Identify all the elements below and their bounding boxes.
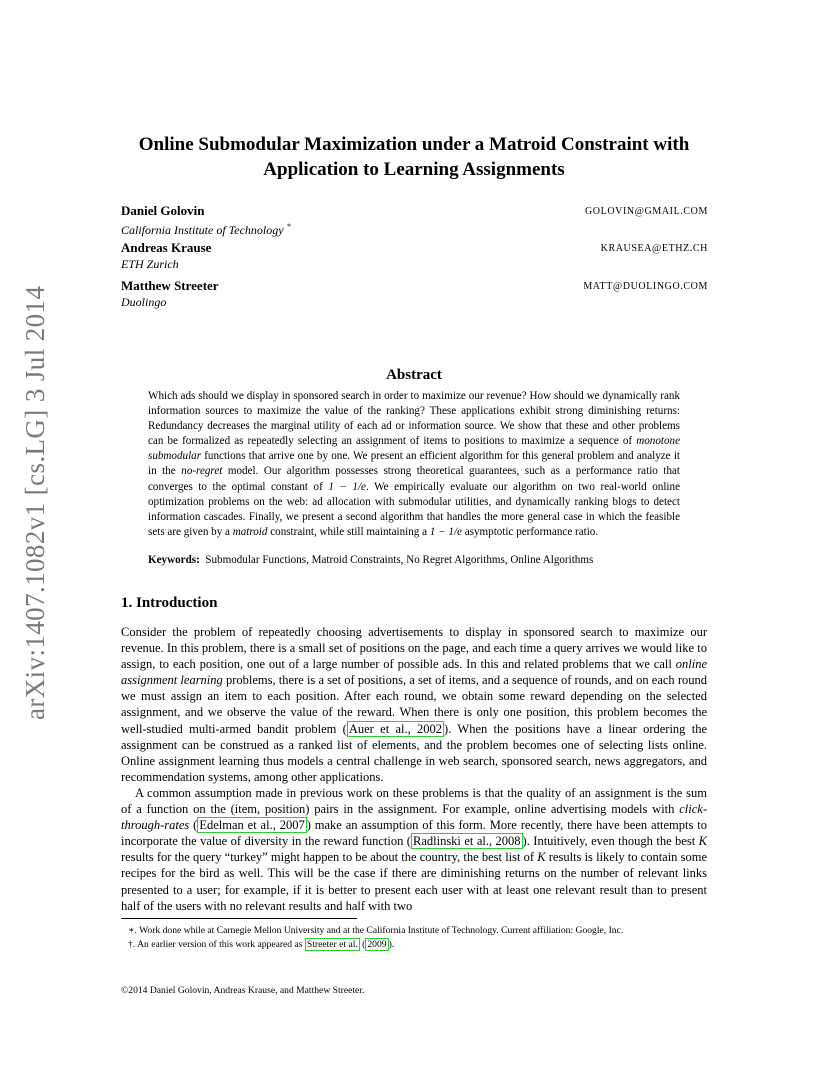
paragraph: A common assumption made in previous work on these problems is that the quality of an assignment is the sum of a function on the (item, position) pairs in the assignment. For example, online advertising models with click-through-rates ( Edelman et al., 2007 ) make an assumption of this form. More recently, there have been attempts to incorporate the value of diversity in the reward function ( Radlinski et al., 2008 ). Intuitively, even though the best K results for the query “turkey” might happen to be about the country, the best list of K results is likely to contain some recipes for the bird as well. This will be the case if there are diminishing returns on the number of relevant links presented to a user; for example, if it is better to present each user with at least one relevant result than to present half of the users with no relevant results and half with two: [121, 785, 707, 913]
author-affiliation: Duolingo: [121, 295, 167, 309]
author-email[interactable]: GOLOVIN@GMAIL.COM: [584, 206, 708, 217]
section-heading: 1. Introduction: [121, 595, 218, 611]
author-name: Daniel Golovin: [121, 203, 205, 218]
citation-link[interactable]: Edelman et al., 2007: [199, 818, 305, 833]
keywords: [148, 554, 680, 566]
introduction-body: [121, 624, 707, 914]
affiliation-mark: *: [286, 222, 291, 231]
author-name: Matthew Streeter: [121, 278, 219, 293]
arxiv-stamp-text: arXiv:1407.1082v1 [cs.LG] 3 Jul 2014: [20, 285, 50, 720]
keywords-label: Keywords:: [148, 554, 200, 566]
citation-link[interactable]: Auer et al., 2002: [348, 721, 443, 736]
footnote-2: †. An earlier version of this work appeared as Streeter et al. ( 2009 ).: [128, 939, 395, 950]
title-line-1: Online Submodular Maximization under a Matroid Constraint with: [138, 134, 690, 155]
author-name: Andreas Krause: [121, 240, 212, 255]
author-affiliation: California Institute of Technology *: [121, 222, 291, 237]
paragraph: Consider the problem of repeatedly choosing advertisements to display in sponsored search to maximize our revenue. In this problem, there is a small set of positions on the page, and each time a query arrives we would like to assign, to each position, one out of a large number of possible ads. In this and related problems that we call online assignment learning problems, there is a set of positions, a set of items, and a sequence of rounds, and on each round we must assign an item to each position. After each round, we obtain some reward depending on the selected assignment, and we observe the value of the reward. When there is only one position, this problem becomes the well-studied multi-armed bandit problem ( Auer et al., 2002 ). When the positions have a linear ordering the assignment can be construed as a ranked list of elements, and the problem becomes one of selecting lists online. Online assignment learning thus models a central challenge in web search, sponsored search, news aggregators, and recommendation systems, among other applications.: [121, 625, 708, 784]
copyright-notice: ©2014 Daniel Golovin, Andreas Krause, and Matthew Streeter.: [121, 985, 365, 996]
author-block: [121, 240, 708, 272]
footnote-rule: [121, 918, 357, 919]
author-block: [121, 203, 708, 238]
paper-title: [100, 132, 728, 182]
citation-link[interactable]: 2009: [367, 939, 387, 950]
citation-link[interactable]: Radlinski et al., 2008: [412, 834, 521, 849]
author-affiliation: ETH Zurich: [121, 257, 179, 271]
author-email[interactable]: KRAUSEA@ETHZ.CH: [600, 243, 708, 254]
abstract-text: Which ads should we display in sponsored search in order to maximize our revenue? How should we dynamically rank information sources to maximize the value of the ranking? These applications exhibit strong diminishing returns: Redundancy decreases the marginal utility of each ad or information source. We show that these and other problems can be formalized as repeatedly selecting an assignment of items to positions to maximize a sequence of monotone submodular functions that arrive one by one. We present an efficient algorithm for this general problem and analyze it in the no-regret model. Our algorithm possesses strong theoretical guarantees, such as a performance ratio that converges to the optimal constant of 1 − 1/e. We empirically evaluate our algorithm on two real-world online optimization problems on the web: ad allocation with submodular utilities, and dynamically ranking blogs to detect information cascades. Finally, we present a second algorithm that handles the more general case in which the feasible sets are given by a matroid constraint, while still maintaining a 1 − 1/e asymptotic performance ratio.: [148, 390, 680, 538]
keywords-list: Submodular Functions, Matroid Constraints, No Regret Algorithms, Online Algorithms: [205, 554, 594, 566]
title-line-2: Application to Learning Assignments: [263, 159, 565, 180]
citation-link[interactable]: Streeter et al.: [306, 939, 358, 950]
author-email[interactable]: MATT@DUOLINGO.COM: [583, 281, 708, 292]
abstract-heading: Abstract: [386, 367, 442, 383]
footnote-1: ∗. Work done while at Carnegie Mellon University and at the California Institute of Technology. Current affiliation: Google, Inc.: [128, 925, 624, 936]
author-block: [121, 278, 708, 310]
